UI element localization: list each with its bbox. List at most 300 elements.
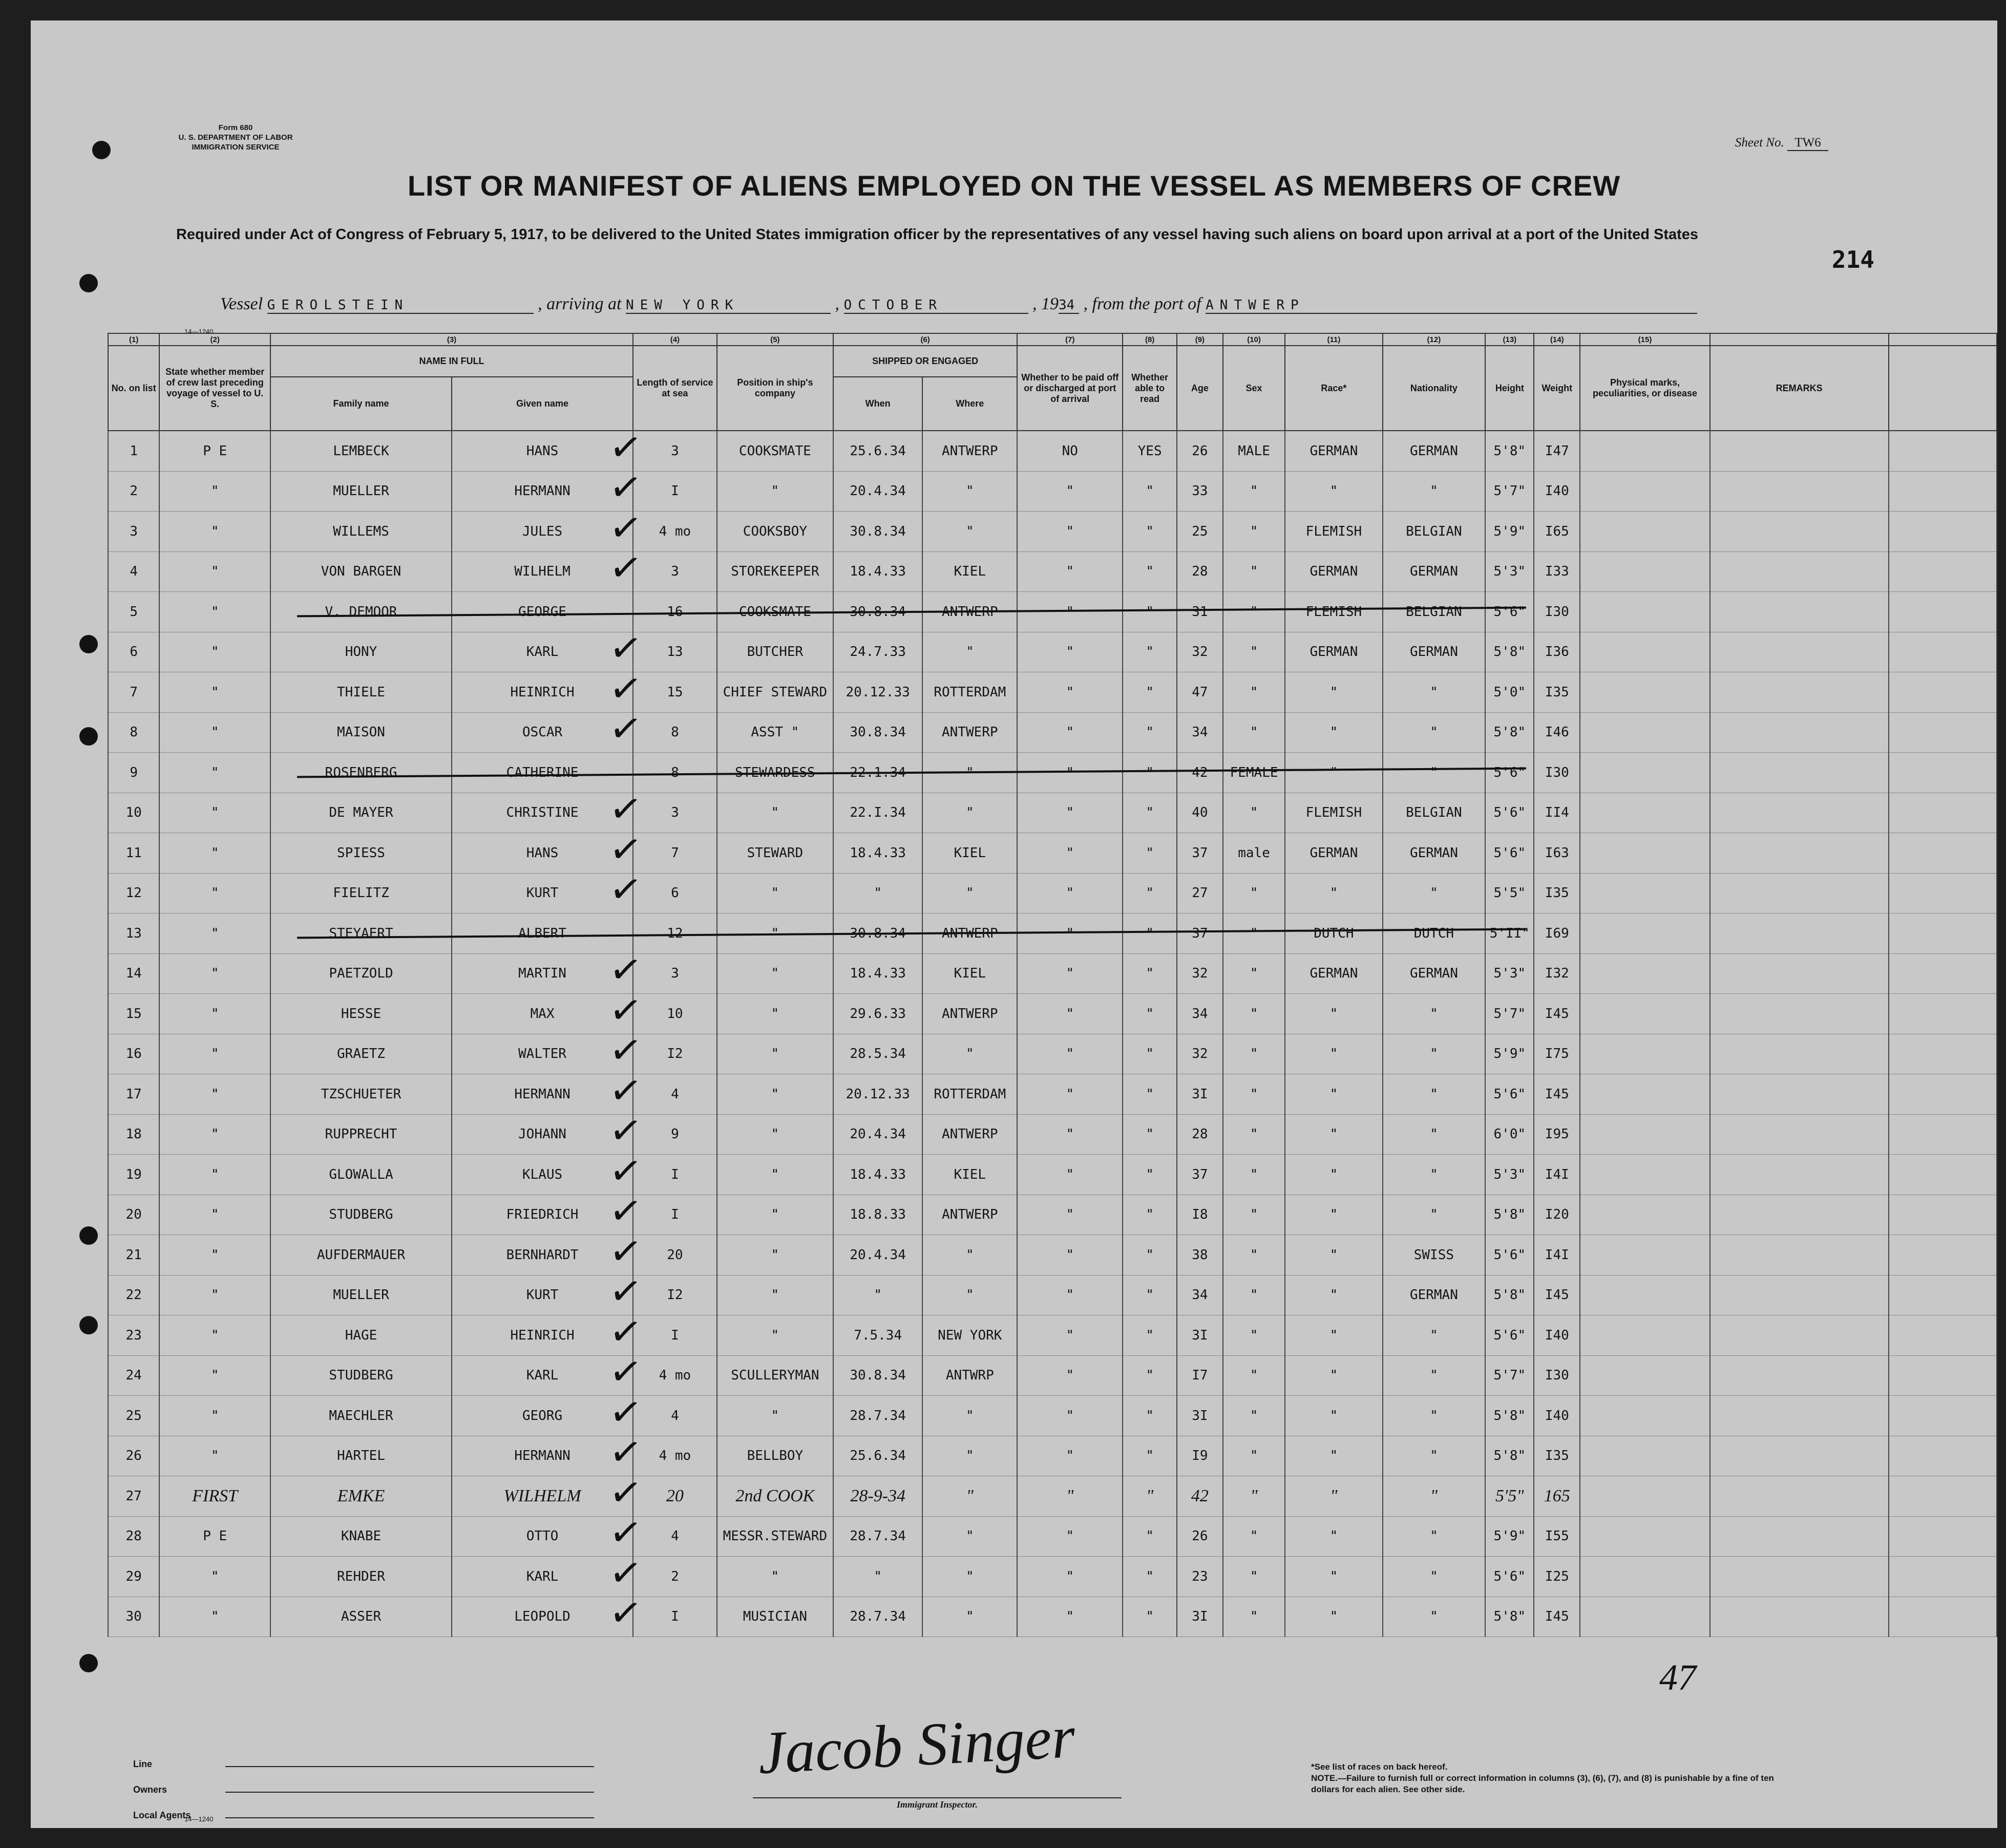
shipped-where-cell: " <box>922 1557 1017 1597</box>
shipped-where-cell: ANTWERP <box>922 994 1017 1034</box>
departure-port: ANTWERP <box>1206 298 1697 314</box>
header-name-in-full: NAME IN FULL <box>270 346 633 377</box>
check-mark-icon: ✓ <box>606 1387 645 1437</box>
able-to-read-cell: " <box>1123 1557 1177 1597</box>
family-name-cell: EMKE <box>270 1476 452 1517</box>
table-row <box>108 1195 1997 1235</box>
owners-value-line <box>225 1792 594 1793</box>
height-cell: 5'3" <box>1485 551 1534 592</box>
position-cell: " <box>717 994 833 1034</box>
sex-cell: " <box>1223 1074 1285 1115</box>
extra-cell <box>1889 512 1997 552</box>
age-cell: 34 <box>1177 1275 1223 1315</box>
sex-cell: " <box>1223 471 1285 512</box>
extra-cell <box>1889 1436 1997 1476</box>
able-to-read-cell: " <box>1123 1597 1177 1637</box>
col-num-9: (9) <box>1177 333 1223 346</box>
page-title: LIST OR MANIFEST OF ALIENS EMPLOYED ON THE VESSEL AS MEMBERS OF CREW <box>407 169 1621 202</box>
extra-cell <box>1889 1074 1997 1115</box>
able-to-read-cell: " <box>1123 753 1177 793</box>
check-mark-icon: ✓ <box>606 1065 645 1115</box>
age-cell: 26 <box>1177 431 1223 471</box>
arriving-label: , arriving at <box>538 294 622 313</box>
service-length-cell: 12 <box>633 914 717 954</box>
form-number: Form 680 <box>218 123 253 132</box>
able-to-read-cell: " <box>1123 1396 1177 1436</box>
family-name-cell: AUFDERMAUER <box>270 1235 452 1276</box>
race-cell: FLEMISH <box>1285 512 1382 552</box>
service-length-cell: 13 <box>633 632 717 672</box>
weight-cell: I30 <box>1534 592 1580 632</box>
check-mark-icon: ✓ <box>606 1467 645 1517</box>
row-number-cell: 14 <box>108 953 159 994</box>
able-to-read-cell: " <box>1123 994 1177 1034</box>
nationality-cell: " <box>1383 471 1486 512</box>
shipped-where-cell: " <box>922 1275 1017 1315</box>
nationality-cell: " <box>1383 1114 1486 1155</box>
family-name-cell: STEYAERT <box>270 914 452 954</box>
height-cell: 5'8" <box>1485 1396 1534 1436</box>
table-row <box>108 994 1997 1034</box>
shipped-when-cell: 18.8.33 <box>833 1195 922 1235</box>
height-cell: 5'9" <box>1485 512 1534 552</box>
race-cell: " <box>1285 1557 1382 1597</box>
paid-off-cell: " <box>1017 471 1123 512</box>
remarks-cell <box>1710 793 1889 833</box>
punch-hole <box>79 635 98 653</box>
able-to-read-cell: " <box>1123 1275 1177 1315</box>
nationality-cell: " <box>1383 1355 1486 1396</box>
check-mark-icon: ✓ <box>606 1266 645 1316</box>
height-cell: 5'8" <box>1485 1195 1534 1235</box>
remarks-cell <box>1710 994 1889 1034</box>
punch-hole <box>79 274 98 292</box>
sex-cell: " <box>1223 672 1285 713</box>
prior-voyage-cell: " <box>159 1557 270 1597</box>
nationality-cell: " <box>1383 672 1486 713</box>
extra-cell <box>1889 1355 1997 1396</box>
shipped-when-cell: 7.5.34 <box>833 1315 922 1356</box>
paid-off-cell: " <box>1017 712 1123 753</box>
table-row <box>108 1436 1997 1476</box>
row-number-cell: 1 <box>108 431 159 471</box>
extra-cell <box>1889 712 1997 753</box>
extra-cell <box>1889 833 1997 874</box>
physical-marks-cell <box>1580 1074 1710 1115</box>
col-num-5: (5) <box>717 333 833 346</box>
row-number-cell: 29 <box>108 1557 159 1597</box>
service-length-cell: 20 <box>633 1476 717 1517</box>
row-number-cell: 27 <box>108 1476 159 1517</box>
family-name-cell: STUDBERG <box>270 1355 452 1396</box>
header-age: Age <box>1177 346 1223 431</box>
paid-off-cell: " <box>1017 1396 1123 1436</box>
prior-voyage-cell: " <box>159 1114 270 1155</box>
physical-marks-cell <box>1580 1476 1710 1517</box>
year-prefix: , 19 <box>1032 294 1059 313</box>
sex-cell: " <box>1223 1275 1285 1315</box>
weight-cell: I47 <box>1534 431 1580 471</box>
row-number-cell: 6 <box>108 632 159 672</box>
check-mark-icon: ✓ <box>606 1025 645 1075</box>
remarks-cell <box>1710 592 1889 632</box>
extra-cell <box>1889 592 1997 632</box>
nationality-cell: " <box>1383 873 1486 914</box>
shipped-when-cell: 22.I.34 <box>833 793 922 833</box>
prior-voyage-cell: " <box>159 1155 270 1195</box>
position-cell: " <box>717 1396 833 1436</box>
inspector-signature: Jacob Singer <box>756 1703 1077 1787</box>
row-number-cell: 13 <box>108 914 159 954</box>
prior-voyage-cell: " <box>159 1315 270 1356</box>
sex-cell: " <box>1223 873 1285 914</box>
service-length-cell: 3 <box>633 431 717 471</box>
table-row <box>108 1315 1997 1356</box>
race-cell: " <box>1285 1155 1382 1195</box>
race-cell: " <box>1285 1034 1382 1074</box>
table-row <box>108 431 1997 471</box>
weight-cell: I40 <box>1534 471 1580 512</box>
paid-off-cell: " <box>1017 1155 1123 1195</box>
service-length-cell: 3 <box>633 793 717 833</box>
arrival-month: OCTOBER <box>844 298 1028 314</box>
table-row <box>108 672 1997 713</box>
physical-marks-cell <box>1580 1597 1710 1637</box>
remarks-cell <box>1710 1557 1889 1597</box>
able-to-read-cell: YES <box>1123 431 1177 471</box>
header-height: Height <box>1485 346 1534 431</box>
arrival-port: NEW YORK <box>626 298 831 314</box>
remarks-cell <box>1710 672 1889 713</box>
shipped-where-cell: KIEL <box>922 833 1017 874</box>
age-cell: 31 <box>1177 592 1223 632</box>
age-cell: 42 <box>1177 1476 1223 1517</box>
service-length-cell: 20 <box>633 1235 717 1276</box>
family-name-cell: PAETZOLD <box>270 953 452 994</box>
col-num-3: (3) <box>270 333 633 346</box>
weight-cell: I45 <box>1534 1597 1580 1637</box>
remarks-cell <box>1710 1355 1889 1396</box>
age-cell: 27 <box>1177 873 1223 914</box>
given-name-cell: CATHERINE <box>452 753 633 793</box>
shipped-when-cell: 30.8.34 <box>833 512 922 552</box>
age-cell: 37 <box>1177 914 1223 954</box>
paid-off-cell: " <box>1017 1315 1123 1356</box>
extra-cell <box>1889 672 1997 713</box>
row-number-cell: 11 <box>108 833 159 874</box>
nationality-cell: " <box>1383 1476 1486 1517</box>
physical-marks-cell <box>1580 1557 1710 1597</box>
row-number-cell: 21 <box>108 1235 159 1276</box>
header-paid-off: Whether to be paid off or discharged at port of arrival <box>1017 346 1123 431</box>
paid-off-cell: " <box>1017 1235 1123 1276</box>
height-cell: 5'7" <box>1485 994 1534 1034</box>
race-cell: " <box>1285 753 1382 793</box>
age-cell: 47 <box>1177 672 1223 713</box>
extra-cell <box>1889 873 1997 914</box>
check-mark-icon: ✓ <box>606 1106 645 1156</box>
nationality-cell: " <box>1383 994 1486 1034</box>
prior-voyage-cell: " <box>159 833 270 874</box>
family-name-cell: THIELE <box>270 672 452 713</box>
paid-off-cell: " <box>1017 873 1123 914</box>
header-when: When <box>833 377 922 431</box>
paid-off-cell: " <box>1017 1557 1123 1597</box>
able-to-read-cell: " <box>1123 471 1177 512</box>
family-name-cell: MAISON <box>270 712 452 753</box>
vessel-line <box>220 294 1697 314</box>
position-cell: ASST " <box>717 712 833 753</box>
position-cell: MESSR.STEWARD <box>717 1516 833 1557</box>
family-name-cell: REHDER <box>270 1557 452 1597</box>
from-label: , from the port of <box>1083 294 1201 313</box>
position-cell: SCULLERYMAN <box>717 1355 833 1396</box>
weight-cell: I45 <box>1534 994 1580 1034</box>
check-mark-icon: ✓ <box>606 462 645 513</box>
nationality-cell: DUTCH <box>1383 914 1486 954</box>
family-name-cell: HARTEL <box>270 1436 452 1476</box>
service-name: IMMIGRATION SERVICE <box>192 143 280 152</box>
remarks-cell <box>1710 1436 1889 1476</box>
able-to-read-cell: " <box>1123 1315 1177 1356</box>
nationality-cell: " <box>1383 712 1486 753</box>
given-name-cell: JOHANN <box>452 1114 633 1155</box>
table-row <box>108 551 1997 592</box>
department-name: U. S. DEPARTMENT OF LABOR <box>178 133 293 142</box>
given-name-cell: KARL <box>452 632 633 672</box>
height-cell: 5'3" <box>1485 953 1534 994</box>
owners-field <box>133 1777 594 1802</box>
header-where: Where <box>922 377 1017 431</box>
remarks-cell <box>1710 1034 1889 1074</box>
sex-cell: MALE <box>1223 431 1285 471</box>
remarks-cell <box>1710 873 1889 914</box>
remarks-cell <box>1710 953 1889 994</box>
family-name-cell: RUPPRECHT <box>270 1114 452 1155</box>
age-cell: 32 <box>1177 1034 1223 1074</box>
shipped-when-cell: 18.4.33 <box>833 953 922 994</box>
position-cell: CHIEF STEWARD <box>717 672 833 713</box>
shipped-where-cell: ANTWERP <box>922 431 1017 471</box>
service-length-cell: 10 <box>633 994 717 1034</box>
weight-cell: I4I <box>1534 1235 1580 1276</box>
weight-cell: I63 <box>1534 833 1580 874</box>
age-cell: 40 <box>1177 793 1223 833</box>
sex-cell: " <box>1223 1114 1285 1155</box>
shipped-where-cell: ANTWRP <box>922 1355 1017 1396</box>
paid-off-cell: " <box>1017 994 1123 1034</box>
header-family-name: Family name <box>270 377 452 431</box>
physical-marks-cell <box>1580 1114 1710 1155</box>
family-name-cell: LEMBECK <box>270 431 452 471</box>
table-row <box>108 1155 1997 1195</box>
shipped-where-cell: KIEL <box>922 953 1017 994</box>
age-cell: 25 <box>1177 512 1223 552</box>
age-cell: 32 <box>1177 632 1223 672</box>
sheet-number <box>1735 136 1828 151</box>
race-cell: " <box>1285 1074 1382 1115</box>
family-name-cell: MUELLER <box>270 1275 452 1315</box>
prior-voyage-cell: " <box>159 1195 270 1235</box>
prior-voyage-cell: " <box>159 512 270 552</box>
position-cell: MUSICIAN <box>717 1597 833 1637</box>
prior-voyage-cell: " <box>159 1074 270 1115</box>
row-number-cell: 18 <box>108 1114 159 1155</box>
check-mark-icon: ✓ <box>606 1145 645 1196</box>
nationality-cell: " <box>1383 1436 1486 1476</box>
row-number-cell: 26 <box>108 1436 159 1476</box>
remarks-cell <box>1710 712 1889 753</box>
age-cell: 37 <box>1177 1155 1223 1195</box>
nationality-cell: " <box>1383 1155 1486 1195</box>
race-cell: " <box>1285 1476 1382 1517</box>
date-separator: , <box>835 294 839 313</box>
check-mark-icon: ✓ <box>606 1507 645 1558</box>
shipped-where-cell: NEW YORK <box>922 1315 1017 1356</box>
age-cell: 32 <box>1177 953 1223 994</box>
given-name-cell: GEORGE <box>452 592 633 632</box>
col-num-11: (11) <box>1285 333 1382 346</box>
table-row <box>108 1597 1997 1637</box>
paid-off-cell: " <box>1017 1355 1123 1396</box>
physical-marks-cell <box>1580 1235 1710 1276</box>
nationality-cell: GERMAN <box>1383 632 1486 672</box>
race-cell: GERMAN <box>1285 632 1382 672</box>
remarks-cell <box>1710 551 1889 592</box>
given-name-cell: WILHELM <box>452 1476 633 1517</box>
col-num-13: (13) <box>1485 333 1534 346</box>
age-cell: 34 <box>1177 994 1223 1034</box>
physical-marks-cell <box>1580 632 1710 672</box>
check-mark-icon: ✓ <box>606 704 645 754</box>
paid-off-cell: " <box>1017 1114 1123 1155</box>
given-name-cell: KURT <box>452 873 633 914</box>
shipped-where-cell: " <box>922 632 1017 672</box>
extra-cell <box>1889 1476 1997 1517</box>
weight-cell: I55 <box>1534 1516 1580 1557</box>
race-cell: GERMAN <box>1285 953 1382 994</box>
service-length-cell: 16 <box>633 592 717 632</box>
table-row <box>108 1355 1997 1396</box>
agents-value-line <box>225 1817 594 1818</box>
sex-cell: " <box>1223 953 1285 994</box>
col-num-12: (12) <box>1383 333 1486 346</box>
row-number-cell: 5 <box>108 592 159 632</box>
age-cell: 38 <box>1177 1235 1223 1276</box>
shipped-when-cell: 20.4.34 <box>833 471 922 512</box>
position-cell: " <box>717 1315 833 1356</box>
shipped-where-cell: ANTWERP <box>922 712 1017 753</box>
service-length-cell: 4 <box>633 1396 717 1436</box>
shipped-where-cell: " <box>922 471 1017 512</box>
row-number-cell: 8 <box>108 712 159 753</box>
shipped-when-cell: 18.4.33 <box>833 833 922 874</box>
race-cell: " <box>1285 471 1382 512</box>
service-length-cell: I2 <box>633 1275 717 1315</box>
race-cell: GERMAN <box>1285 833 1382 874</box>
extra-cell <box>1889 471 1997 512</box>
check-mark-icon: ✓ <box>606 945 645 995</box>
check-mark-icon: ✓ <box>606 1306 645 1356</box>
header-race: Race* <box>1285 346 1382 431</box>
race-cell: " <box>1285 1516 1382 1557</box>
table-row <box>108 1235 1997 1276</box>
footnote-races: *See list of races on back hereof. <box>1311 1762 1448 1772</box>
shipped-when-cell: 30.8.34 <box>833 1355 922 1396</box>
footnote <box>1311 1761 1792 1795</box>
family-name-cell: HAGE <box>270 1315 452 1356</box>
weight-cell: I69 <box>1534 914 1580 954</box>
table-row <box>108 471 1997 512</box>
height-cell: 5'0" <box>1485 672 1534 713</box>
prior-voyage-cell: " <box>159 592 270 632</box>
weight-cell: I36 <box>1534 632 1580 672</box>
line-value-line <box>225 1766 594 1767</box>
sex-cell: male <box>1223 833 1285 874</box>
family-name-cell: GRAETZ <box>270 1034 452 1074</box>
paid-off-cell: " <box>1017 1597 1123 1637</box>
row-number-cell: 24 <box>108 1355 159 1396</box>
physical-marks-cell <box>1580 672 1710 713</box>
race-cell: " <box>1285 1396 1382 1436</box>
check-mark-icon: ✓ <box>606 1347 645 1397</box>
physical-marks-cell <box>1580 833 1710 874</box>
physical-marks-cell <box>1580 753 1710 793</box>
shipped-when-cell: 18.4.33 <box>833 551 922 592</box>
height-cell: 5'8" <box>1485 632 1534 672</box>
race-cell: " <box>1285 672 1382 713</box>
physical-marks-cell <box>1580 953 1710 994</box>
given-name-cell: KLAUS <box>452 1155 633 1195</box>
service-length-cell: I <box>633 1195 717 1235</box>
physical-marks-cell <box>1580 1355 1710 1396</box>
extra-cell <box>1889 1597 1997 1637</box>
row-number-cell: 12 <box>108 873 159 914</box>
weight-cell: II4 <box>1534 793 1580 833</box>
race-cell: " <box>1285 1275 1382 1315</box>
sheet-label: Sheet No. <box>1735 136 1784 150</box>
family-name-cell: TZSCHUETER <box>270 1074 452 1115</box>
shipped-when-cell: 20.4.34 <box>833 1235 922 1276</box>
given-name-cell: OTTO <box>452 1516 633 1557</box>
weight-cell: I95 <box>1534 1114 1580 1155</box>
prior-voyage-cell: " <box>159 672 270 713</box>
row-number-cell: 30 <box>108 1597 159 1637</box>
able-to-read-cell: " <box>1123 1034 1177 1074</box>
extra-cell <box>1889 753 1997 793</box>
prior-voyage-cell: " <box>159 994 270 1034</box>
race-cell: " <box>1285 1114 1382 1155</box>
able-to-read-cell: " <box>1123 1114 1177 1155</box>
prior-voyage-cell: " <box>159 873 270 914</box>
service-length-cell: I <box>633 1315 717 1356</box>
shipped-where-cell: ROTTERDAM <box>922 1074 1017 1115</box>
vessel-label: Vessel <box>220 294 263 313</box>
agents-label: Local Agents <box>133 1810 191 1820</box>
nationality-cell: GERMAN <box>1383 551 1486 592</box>
sex-cell: " <box>1223 1516 1285 1557</box>
remarks-cell <box>1710 753 1889 793</box>
manifest-table-container <box>108 333 1997 1726</box>
page-subtitle: Required under Act of Congress of February 5, 1917, to be delivered to the United States immigration officer by the representatives of any vessel having such aliens on board upon arrival at a port of the United States <box>176 226 1699 243</box>
service-length-cell: 4 <box>633 1074 717 1115</box>
given-name-cell: OSCAR <box>452 712 633 753</box>
header-physical-marks: Physical marks, peculiarities, or disease <box>1580 346 1710 431</box>
shipped-when-cell: " <box>833 1275 922 1315</box>
header-able-to-read: Whether able to read <box>1123 346 1177 431</box>
given-name-cell: JULES <box>452 512 633 552</box>
remarks-cell <box>1710 1195 1889 1235</box>
